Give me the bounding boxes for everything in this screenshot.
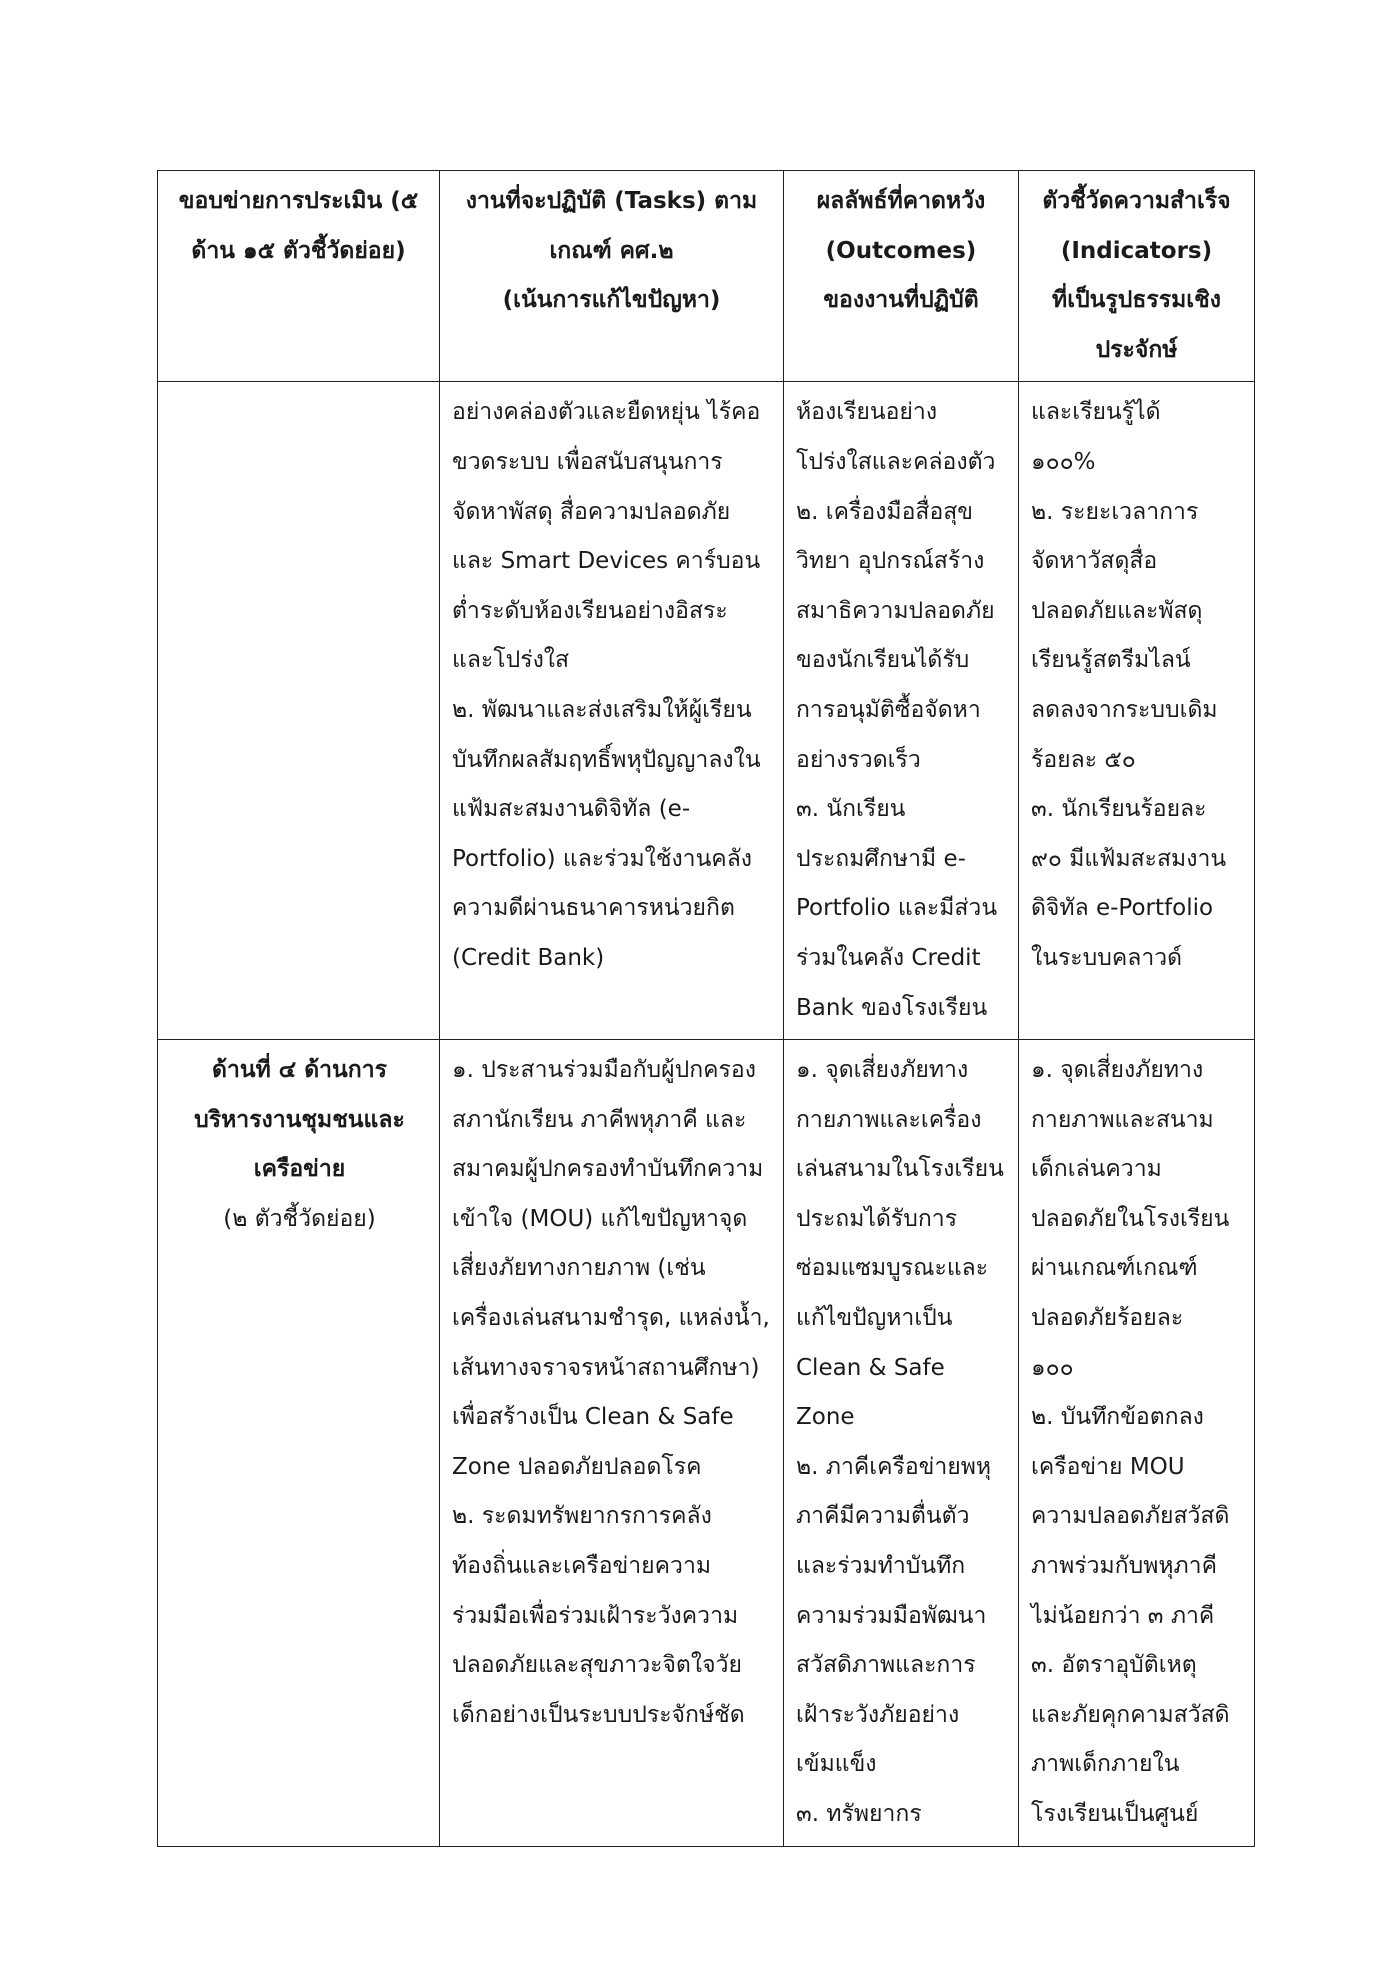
text-line: ภาคีมีความตื่นตัว <box>796 1503 970 1530</box>
domain-title <box>170 1046 429 1195</box>
text-line: ๓. นักเรียนร้อยละ <box>1031 796 1207 823</box>
text-line: ขอบข่ายการประเมิน (๕ <box>178 188 419 214</box>
text-line: และเรียนรู้ได้ <box>1031 399 1161 426</box>
text-line: ความปลอดภัยสวัสดิ <box>1031 1503 1230 1530</box>
text-line: เครื่องเล่นสนามชำรุด, แหล่งน้ำ, <box>452 1305 770 1332</box>
domain-indicator-count: (๒ ตัวชี้วัดย่อย) <box>223 1205 376 1232</box>
text-line: ประจักษ์ <box>1095 336 1178 363</box>
text-line: อย่างคล่องตัวและยืดหยุ่น ไร้คอ <box>452 399 761 426</box>
text-line: ๑๐๐% <box>1031 448 1096 475</box>
cell-indicators <box>1019 1040 1255 1847</box>
text-line: ภาพเด็กภายใน <box>1031 1751 1180 1778</box>
text-line: สมาคมผู้ปกครองทำบันทึกความ <box>452 1156 764 1183</box>
header-scope <box>158 171 440 382</box>
text-line: ขวดระบบ เพื่อสนับสนุนการ <box>452 448 723 475</box>
text-line: ๑๐๐ <box>1031 1354 1074 1381</box>
text-line: เด็กอย่างเป็นระบบประจักษ์ชัด <box>452 1701 745 1728</box>
text-line: ๒. ระยะเวลาการ <box>1031 498 1199 525</box>
text-line: ๒. ภาคีเครือข่ายพหุ <box>796 1453 992 1480</box>
text-line: เส้นทางจราจรหน้าสถานศึกษา) <box>452 1354 760 1381</box>
text-line: กายภาพและเครื่อง <box>796 1106 982 1133</box>
text-line: ผลลัพธ์ที่คาดหวัง <box>816 188 986 214</box>
text-line: เล่นสนามในโรงเรียน <box>796 1156 1004 1183</box>
header-row <box>158 171 1255 382</box>
text-line: และโปร่งใส <box>452 647 570 674</box>
text-line: แก้ไขปัญหาเป็น <box>796 1305 953 1332</box>
text-line: ของนักเรียนได้รับ <box>796 647 970 674</box>
table-row <box>158 382 1255 1040</box>
text-line: เข้าใจ (MOU) แก้ไขปัญหาจุด <box>452 1205 748 1232</box>
text-line: เด็กเล่นความ <box>1031 1156 1162 1183</box>
text-line: เครือข่าย MOU <box>1031 1453 1185 1480</box>
text-line: ปลอดภัยร้อยละ <box>1031 1305 1184 1332</box>
text-line: กายภาพและสนาม <box>1031 1106 1214 1133</box>
text-line: ปลอดภัยและพัสดุ <box>1031 597 1203 624</box>
text-line: สมาธิความปลอดภัย <box>796 597 995 624</box>
text-line: ๑. จุดเสี่ยงภัยทาง <box>796 1057 969 1084</box>
cell-scope <box>158 382 440 1040</box>
text-line: ด้าน ๑๕ ตัวชี้วัดย่อย) <box>191 237 406 264</box>
header-indicators <box>1019 171 1255 382</box>
text-line: ในระบบคลาวด์ <box>1031 944 1183 971</box>
cell-indicators <box>1019 382 1255 1040</box>
text-line: Zone ปลอดภัยปลอดโรค <box>452 1453 702 1480</box>
text-line: Portfolio และมีส่วน <box>796 895 998 922</box>
table-row <box>158 1040 1255 1847</box>
header-tasks <box>440 171 784 382</box>
text-line: ๓. นักเรียน <box>796 796 906 823</box>
text-line: ปลอดภัยในโรงเรียน <box>1031 1205 1230 1232</box>
text-line: เครือข่าย <box>253 1156 346 1183</box>
text-line: สภานักเรียน ภาคีพหุภาคี และ <box>452 1106 747 1133</box>
text-line: ๓. ทรัพยากร <box>796 1801 922 1827</box>
text-line: เรียนรู้สตรีมไลน์ <box>1031 647 1191 674</box>
cell-outcomes <box>784 1040 1019 1847</box>
text-line: ร่วมในคลัง Credit <box>796 944 981 971</box>
text-line: เกณฑ์ คศ.๒ <box>549 237 674 264</box>
text-line: เพื่อสร้างเป็น Clean & Safe <box>452 1404 734 1431</box>
text-line: ความร่วมมือพัฒนา <box>796 1602 987 1629</box>
text-line: ไม่น้อยกว่า ๓ ภาคี <box>1031 1602 1215 1629</box>
text-line: Portfolio) และร่วมใช้งานคลัง <box>452 845 753 872</box>
text-line: ร้อยละ ๕๐ <box>1031 746 1136 773</box>
text-line: ๙๐ มีแฟ้มสะสมงาน <box>1031 845 1227 872</box>
text-line: ซ่อมแซมบูรณะและ <box>796 1255 989 1282</box>
text-line: ๒. บันทึกข้อตกลง <box>1031 1404 1204 1431</box>
text-line: วิทยา อุปกรณ์สร้าง <box>796 548 985 575</box>
text-line: ปลอดภัยและสุขภาวะจิตใจวัย <box>452 1652 742 1679</box>
text-line: โปร่งใสและคล่องตัว <box>796 448 996 475</box>
text-line: ๒. พัฒนาและส่งเสริมให้ผู้เรียน <box>452 696 752 723</box>
text-line: บันทึกผลสัมฤทธิ์พหุปัญญาลงใน <box>452 746 761 773</box>
text-line: ๑. ประสานร่วมมือกับผู้ปกครอง <box>452 1057 756 1084</box>
text-line: สวัสดิภาพและการ <box>796 1652 976 1679</box>
text-line: และภัยคุกคามสวัสดิ <box>1031 1701 1230 1728</box>
text-line: ร่วมมือเพื่อร่วมเฝ้าระวังความ <box>452 1602 739 1629</box>
text-line: ๑. จุดเสี่ยงภัยทาง <box>1031 1057 1204 1084</box>
text-line: (Outcomes) <box>825 237 977 264</box>
cell-outcomes <box>784 382 1019 1040</box>
text-line: ที่เป็นรูปธรรมเชิง <box>1052 287 1221 314</box>
text-line: ประถมศึกษามี e- <box>796 845 966 872</box>
text-line: ตัวชี้วัดความสำเร็จ <box>1042 188 1231 214</box>
text-line: ดิจิทัล e-Portfolio <box>1031 895 1214 922</box>
text-line: ๒. ระดมทรัพยากรการคลัง <box>452 1503 712 1530</box>
text-line: (Indicators) <box>1060 237 1213 264</box>
text-line: และร่วมทำบันทึก <box>796 1553 966 1580</box>
text-line: ของงานที่ปฏิบัติ <box>823 287 979 314</box>
text-line: เข้มแข็ง <box>796 1751 877 1778</box>
text-line: โรงเรียนเป็นศูนย์ <box>1031 1801 1199 1827</box>
cell-scope <box>158 1040 440 1847</box>
text-line: Bank ของโรงเรียน <box>796 994 988 1021</box>
text-line: ต่ำระดับห้องเรียนอย่างอิสระ <box>452 597 728 624</box>
text-line: อย่างรวดเร็ว <box>796 746 921 773</box>
text-line: เฝ้าระวังภัยอย่าง <box>796 1701 960 1728</box>
text-line: Clean & Safe <box>796 1354 945 1381</box>
cell-tasks <box>440 382 784 1040</box>
text-line: ประถมได้รับการ <box>796 1205 958 1232</box>
header-outcomes <box>784 171 1019 382</box>
text-line: และ Smart Devices คาร์บอน <box>452 548 761 575</box>
text-line: (Credit Bank) <box>452 944 605 971</box>
text-line: งานที่จะปฏิบัติ (Tasks) ตาม <box>465 188 758 214</box>
assessment-table <box>157 170 1255 1847</box>
text-line: ๒. เครื่องมือสื่อสุข <box>796 498 974 525</box>
text-line: ผ่านเกณฑ์เกณฑ์ <box>1031 1255 1198 1282</box>
text-line: จัดหาพัสดุ สื่อความปลอดภัย <box>452 498 731 525</box>
text-line: Zone <box>796 1404 855 1431</box>
text-line: เสี่ยงภัยทางกายภาพ (เช่น <box>452 1255 706 1282</box>
text-line: ห้องเรียนอย่าง <box>796 399 938 426</box>
cell-tasks <box>440 1040 784 1847</box>
text-line: การอนุมัติซื้อจัดหา <box>796 696 981 723</box>
text-line: บริหารงานชุมชนและ <box>194 1106 405 1133</box>
text-line: แฟ้มสะสมงานดิจิทัล (e- <box>452 796 691 823</box>
text-line: ลดลงจากระบบเดิม <box>1031 696 1218 723</box>
text-line: ภาพร่วมกับพหุภาคี <box>1031 1553 1217 1580</box>
text-line: ๓. อัตราอุบัติเหตุ <box>1031 1652 1197 1679</box>
text-line: ท้องถิ่นและเครือข่ายความ <box>452 1553 712 1580</box>
text-line: ด้านที่ ๔ ด้านการ <box>212 1057 387 1084</box>
text-line: จัดหาวัสดุสื่อ <box>1031 548 1158 575</box>
text-line: ความดีผ่านธนาคารหน่วยกิต <box>452 895 735 922</box>
text-line: (เน้นการแก้ไขปัญหา) <box>502 287 721 314</box>
